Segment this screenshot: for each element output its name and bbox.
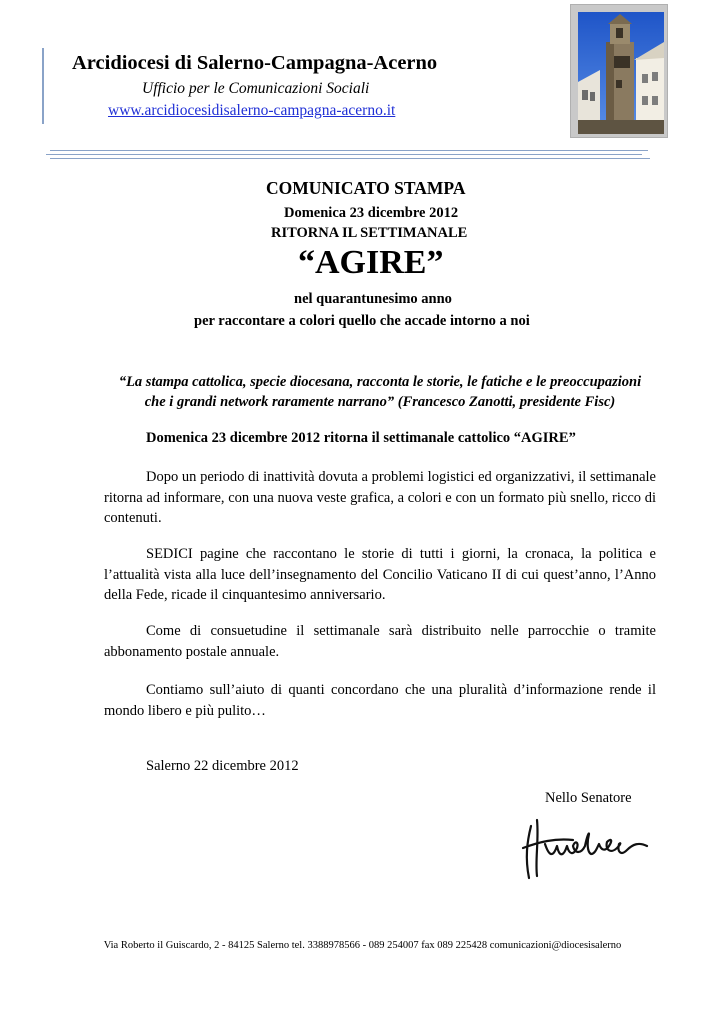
header-rule	[50, 158, 650, 159]
paragraph: Dopo un periodo di inattività dovuta a problemi logistici ed organizzativi, il settimanale ritorna ad informare, con una nuova veste grafica, a colori e con un formato più snello, ricco di contenuti.	[104, 469, 656, 526]
website-link[interactable]: www.arcidiocesidisalerno-campagna-acerno.it	[108, 102, 396, 119]
author-name: Nello Senatore	[545, 790, 632, 806]
quote-line-1: “La stampa cattolica, specie diocesana, racconta le storie, le fatiche e le preoccupazioni	[118, 374, 642, 390]
header-rule	[50, 150, 648, 151]
document-type: COMUNICATO STAMPA	[266, 178, 466, 198]
paragraph: SEDICI pagine che raccontano le storie di tutti i giorni, la cronaca, la politica e l’attualità vista alla luce dell’insegnamento del Concilio Vaticano II di cui quest’anno, l’Anno della Fede, ricade il cinquantesimo anniversario.	[104, 546, 656, 603]
subtitle-2: per raccontare a colori quello che accade intorno a noi	[194, 313, 530, 329]
subtitle-1: nel quarantunesimo anno	[294, 291, 452, 307]
office-name: Ufficio per le Comunicazioni Sociali	[142, 80, 370, 97]
lead-sentence: Domenica 23 dicembre 2012 ritorna il settimanale cattolico “AGIRE”	[146, 430, 576, 446]
organization-name: Arcidiocesi di Salerno-Campagna-Acerno	[72, 52, 438, 74]
footer-contacts: Via Roberto il Guiscardo, 2 - 84125 Salerno tel. 3388978566 - 089 254007 fax 089 225428 comunicazioni@diocesisalerno	[103, 940, 622, 951]
header-rule	[46, 154, 642, 155]
title-line: RITORNA IL SETTIMANALE	[271, 225, 468, 241]
header-accent-bar	[42, 48, 44, 124]
place-date: Salerno 22 dicembre 2012	[146, 758, 299, 774]
quote-line-2: che i grandi network raramente narrano” (Francesco Zanotti, presidente Fisc)	[144, 394, 616, 410]
bell-tower-photo-icon	[578, 12, 664, 134]
title-date: Domenica 23 dicembre 2012	[284, 205, 459, 221]
newspaper-name: “AGIRE”	[298, 244, 444, 281]
handwritten-signature	[515, 812, 655, 884]
paragraph: Contiamo sull’aiuto di quanti concordano che una pluralità d’informazione rende il mondo libero e più pulito…	[104, 682, 656, 719]
paragraph: Come di consuetudine il settimanale sarà distribuito nelle parrocchie o tramite abbonamento postale annuale.	[104, 623, 656, 660]
